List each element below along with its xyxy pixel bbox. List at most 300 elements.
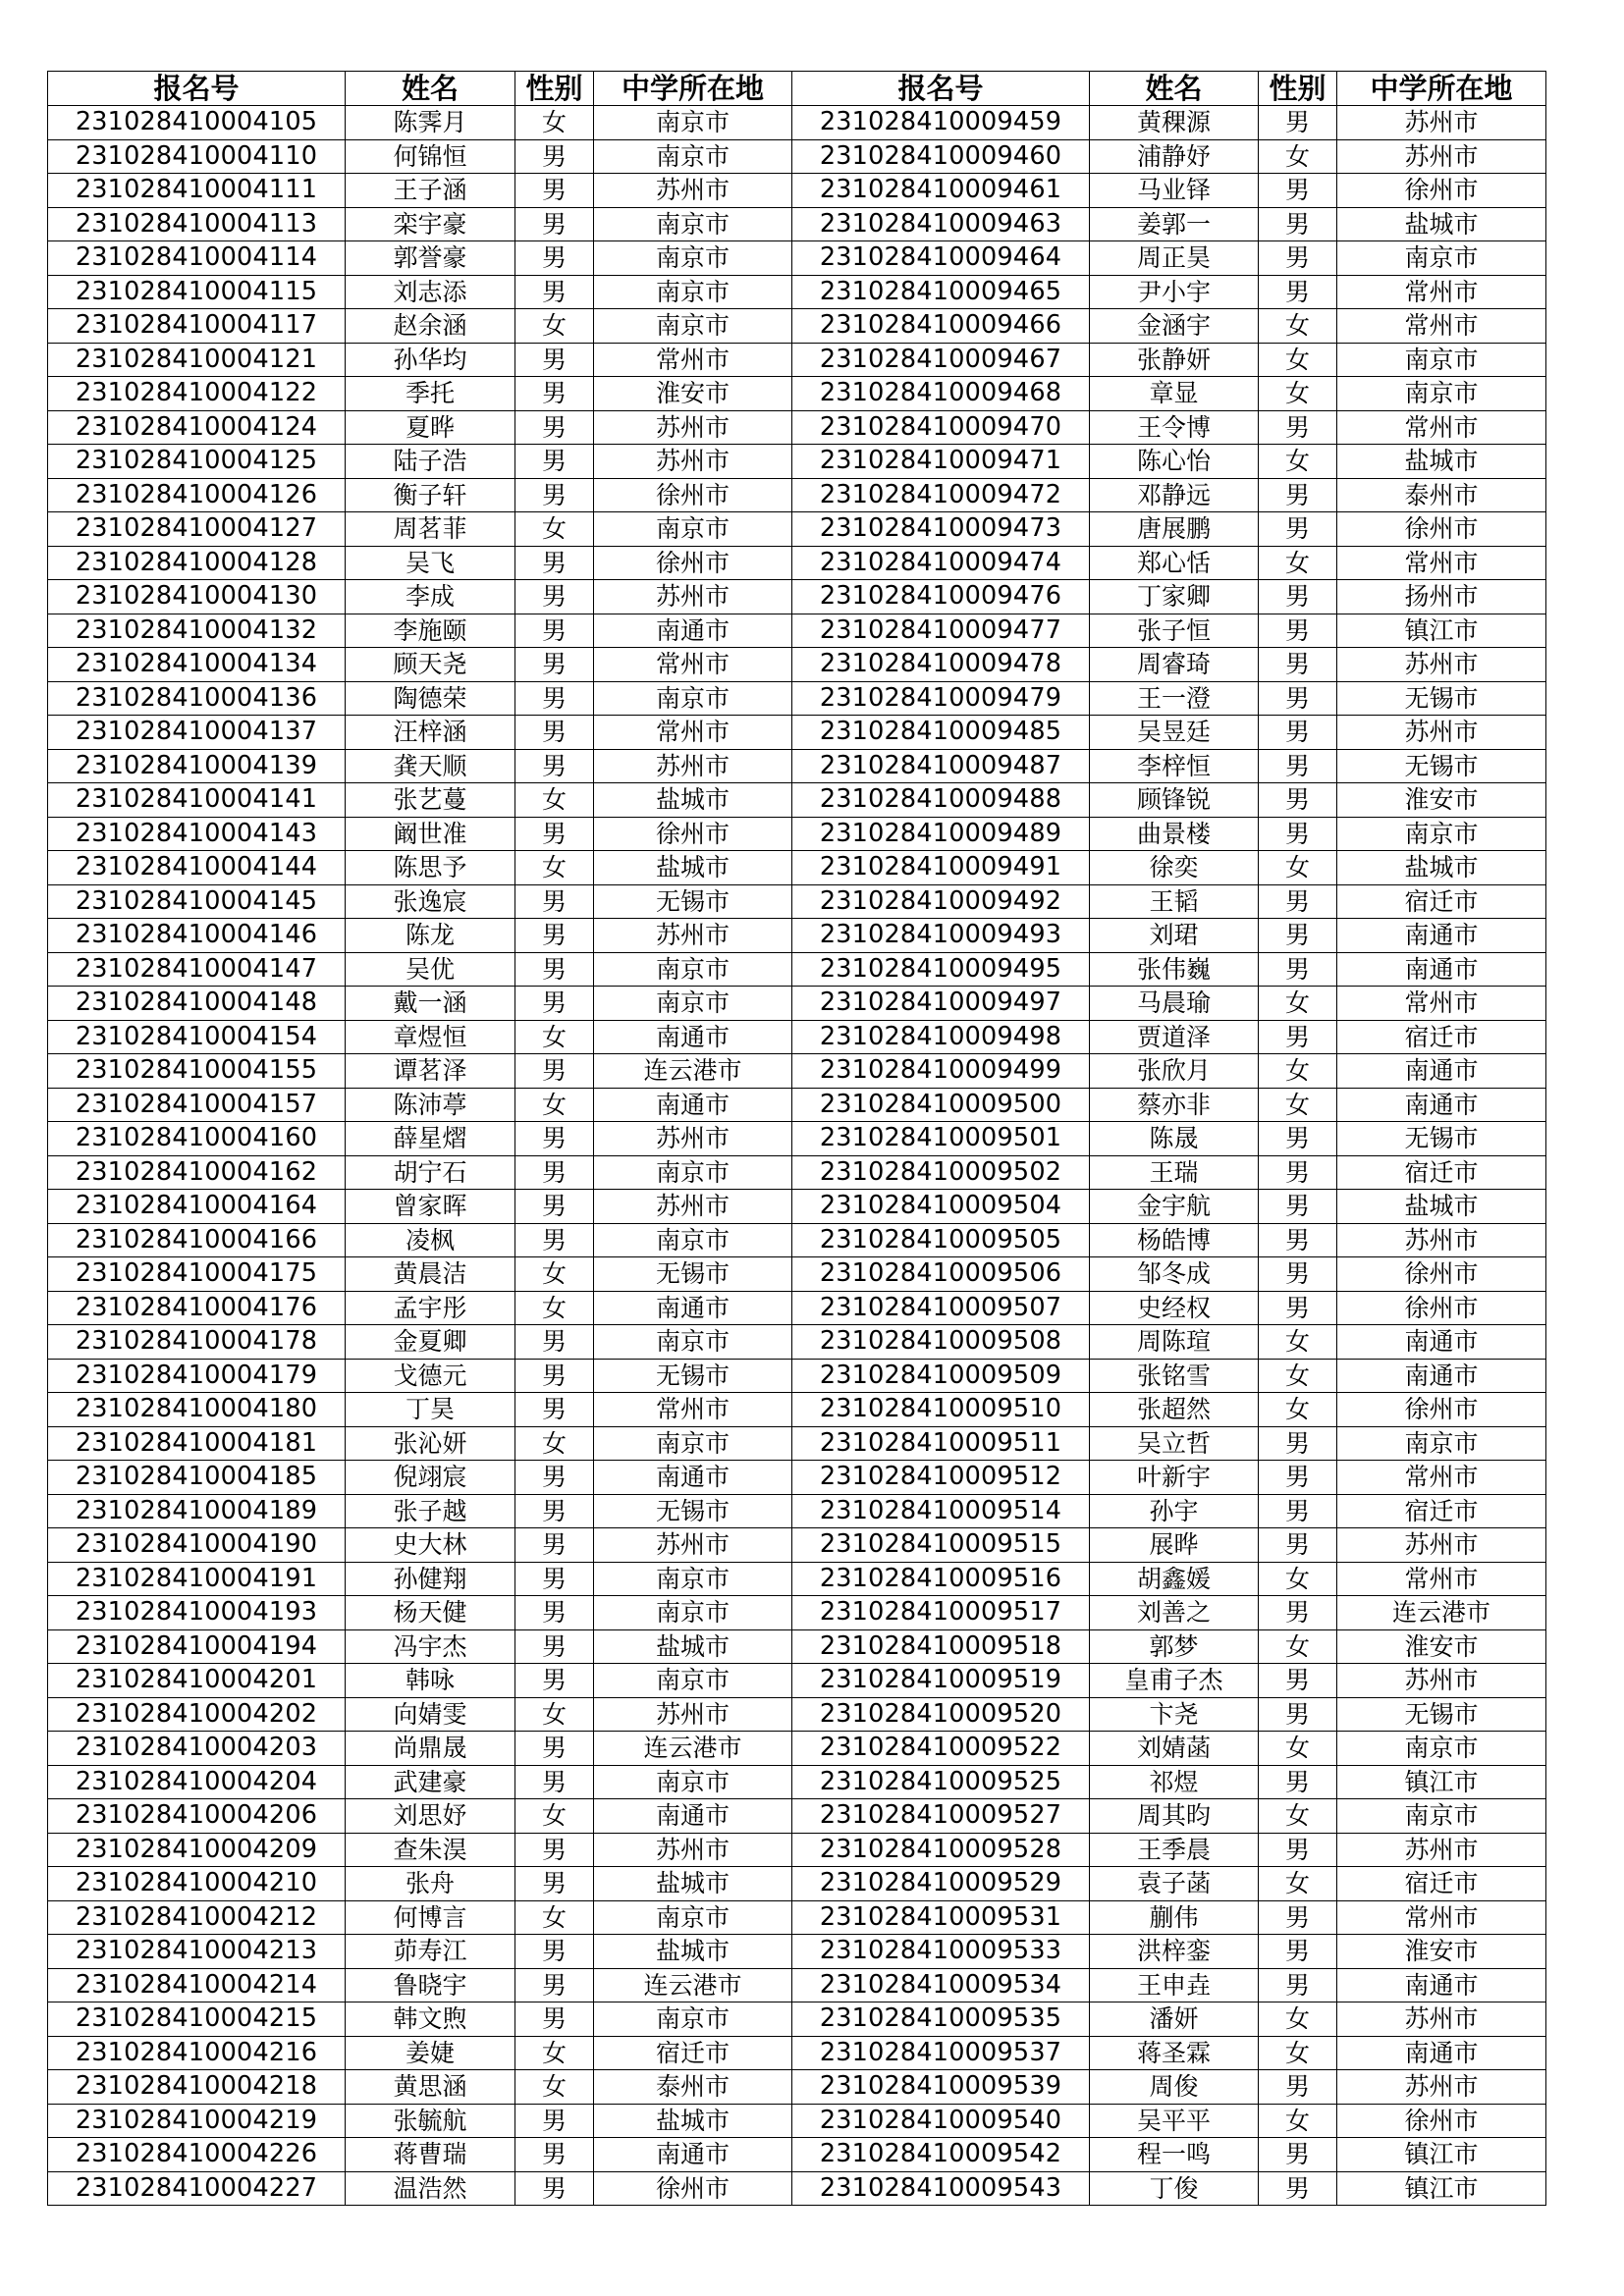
table-row — [48, 648, 1546, 682]
right-gender-cell: 男 — [1259, 2138, 1337, 2172]
right-name-cell: 张铭雪 — [1090, 1359, 1259, 1393]
left-name-cell: 张逸宸 — [346, 884, 515, 919]
left-school-location-cell: 盐城市 — [594, 1629, 792, 1664]
right-name-cell: 洪梓銮 — [1090, 1935, 1259, 1969]
right-gender-cell: 男 — [1259, 512, 1337, 547]
left-name-cell: 丁昊 — [346, 1393, 515, 1427]
right-registration-number-cell: 231028410009493 — [792, 919, 1090, 953]
left-gender-cell: 男 — [515, 1528, 594, 1563]
right-gender-cell: 男 — [1259, 207, 1337, 241]
right-registration-number-cell: 231028410009514 — [792, 1494, 1090, 1528]
left-school-location-cell: 南京市 — [594, 512, 792, 547]
left-registration-number-cell: 231028410004148 — [48, 987, 346, 1021]
left-school-location-cell: 常州市 — [594, 343, 792, 377]
left-gender-cell: 女 — [515, 1291, 594, 1325]
left-registration-number-cell: 231028410004115 — [48, 275, 346, 309]
left-school-location-cell: 盐城市 — [594, 783, 792, 818]
right-registration-number-cell: 231028410009489 — [792, 817, 1090, 851]
left-name-cell: 刘志添 — [346, 275, 515, 309]
left-name-cell: 张沁妍 — [346, 1426, 515, 1461]
left-name-cell: 陆子浩 — [346, 445, 515, 479]
table-row — [48, 783, 1546, 818]
right-name-cell: 蔡亦非 — [1090, 1088, 1259, 1122]
table-row — [48, 309, 1546, 344]
table-row — [48, 1020, 1546, 1054]
table-row — [48, 1291, 1546, 1325]
table-row — [48, 1155, 1546, 1190]
right-registration-number-cell: 231028410009509 — [792, 1359, 1090, 1393]
left-gender-cell: 男 — [515, 1833, 594, 1867]
right-name-cell: 唐展鹏 — [1090, 512, 1259, 547]
right-gender-cell: 女 — [1259, 1393, 1337, 1427]
right-name-cell: 杨皓博 — [1090, 1223, 1259, 1257]
right-school-location-cell: 徐州市 — [1337, 512, 1546, 547]
right-gender-cell: 女 — [1259, 987, 1337, 1021]
right-school-location-cell: 苏州市 — [1337, 716, 1546, 750]
right-gender-cell: 男 — [1259, 1494, 1337, 1528]
left-registration-number-cell: 231028410004113 — [48, 207, 346, 241]
right-name-cell: 曲景楼 — [1090, 817, 1259, 851]
left-name-cell: 李成 — [346, 580, 515, 614]
table-row — [48, 512, 1546, 547]
right-name-cell: 郑心恬 — [1090, 546, 1259, 580]
left-school-location-cell: 南京市 — [594, 139, 792, 174]
left-school-location-cell: 南京市 — [594, 106, 792, 140]
left-school-location-cell: 宿迁市 — [594, 2036, 792, 2070]
table-row — [48, 1528, 1546, 1563]
left-gender-cell: 男 — [515, 343, 594, 377]
left-name-cell: 阚世准 — [346, 817, 515, 851]
left-gender-cell: 男 — [515, 580, 594, 614]
left-registration-number-cell: 231028410004166 — [48, 1223, 346, 1257]
left-name-cell: 吴飞 — [346, 546, 515, 580]
left-name-cell: 曾家晖 — [346, 1190, 515, 1224]
left-gender-cell: 男 — [515, 952, 594, 987]
right-gender-cell: 男 — [1259, 952, 1337, 987]
left-school-location-cell: 南通市 — [594, 614, 792, 648]
right-gender-cell: 男 — [1259, 1900, 1337, 1935]
left-gender-cell: 男 — [515, 1359, 594, 1393]
left-gender-cell: 男 — [515, 478, 594, 512]
right-gender-cell: 女 — [1259, 2036, 1337, 2070]
left-gender-cell: 男 — [515, 1968, 594, 2002]
left-name-cell: 龚天顺 — [346, 749, 515, 783]
right-school-location-cell: 镇江市 — [1337, 2138, 1546, 2172]
table-row — [48, 1325, 1546, 1360]
left-name-cell: 张子越 — [346, 1494, 515, 1528]
left-name-cell: 胡宁石 — [346, 1155, 515, 1190]
right-registration-number-cell: 231028410009476 — [792, 580, 1090, 614]
right-gender-cell: 男 — [1259, 174, 1337, 208]
right-school-location-cell: 徐州市 — [1337, 1257, 1546, 1292]
left-gender-cell: 女 — [515, 1900, 594, 1935]
left-registration-number-cell: 231028410004227 — [48, 2171, 346, 2206]
right-name-cell: 顾锋锐 — [1090, 783, 1259, 818]
right-name-cell: 史经权 — [1090, 1291, 1259, 1325]
table-row — [48, 952, 1546, 987]
right-name-cell: 王季晨 — [1090, 1833, 1259, 1867]
right-name-cell: 姜郭一 — [1090, 207, 1259, 241]
left-gender-cell: 男 — [515, 1596, 594, 1630]
left-gender-cell: 女 — [515, 1088, 594, 1122]
left-school-location-cell: 南通市 — [594, 1088, 792, 1122]
left-name-cell: 戴一涵 — [346, 987, 515, 1021]
left-registration-number-cell: 231028410004179 — [48, 1359, 346, 1393]
right-name-cell: 王一澄 — [1090, 681, 1259, 716]
right-school-location-cell: 常州市 — [1337, 1461, 1546, 1495]
right-name-cell: 刘珺 — [1090, 919, 1259, 953]
right-gender-cell: 男 — [1259, 1461, 1337, 1495]
left-registration-number-cell: 231028410004127 — [48, 512, 346, 547]
left-registration-number-cell: 231028410004164 — [48, 1190, 346, 1224]
left-name-cell: 张舟 — [346, 1867, 515, 1901]
left-registration-number-cell: 231028410004176 — [48, 1291, 346, 1325]
left-gender-cell: 男 — [515, 241, 594, 276]
left-registration-number-cell: 231028410004145 — [48, 884, 346, 919]
left-school-location-cell: 盐城市 — [594, 2104, 792, 2138]
left-registration-number-cell: 231028410004203 — [48, 1732, 346, 1766]
left-registration-number-cell: 231028410004214 — [48, 1968, 346, 2002]
left-name-cell: 何锦恒 — [346, 139, 515, 174]
table-row — [48, 1596, 1546, 1630]
right-registration-number-cell: 231028410009504 — [792, 1190, 1090, 1224]
left-registration-number-cell: 231028410004191 — [48, 1562, 346, 1596]
right-registration-number-cell: 231028410009479 — [792, 681, 1090, 716]
left-registration-number-cell: 231028410004201 — [48, 1664, 346, 1698]
right-registration-number-cell: 231028410009478 — [792, 648, 1090, 682]
right-gender-cell: 男 — [1259, 1833, 1337, 1867]
left-gender-cell: 女 — [515, 851, 594, 885]
left-registration-number-cell: 231028410004181 — [48, 1426, 346, 1461]
left-gender-cell: 男 — [515, 1122, 594, 1156]
left-registration-number-cell: 231028410004189 — [48, 1494, 346, 1528]
left-school-location-cell: 南通市 — [594, 1020, 792, 1054]
right-school-location-cell: 盐城市 — [1337, 1190, 1546, 1224]
left-school-location-cell: 南京市 — [594, 987, 792, 1021]
left-school-location-cell: 南京市 — [594, 241, 792, 276]
left-registration-number-cell: 231028410004193 — [48, 1596, 346, 1630]
right-name-cell: 吴平平 — [1090, 2104, 1259, 2138]
right-registration-number-cell: 231028410009488 — [792, 783, 1090, 818]
left-school-location-cell: 南通市 — [594, 2138, 792, 2172]
right-name-cell: 胡鑫媛 — [1090, 1562, 1259, 1596]
left-school-location-cell: 南京市 — [594, 1900, 792, 1935]
table-row — [48, 2138, 1546, 2172]
right-registration-number-cell: 231028410009505 — [792, 1223, 1090, 1257]
left-registration-number-cell: 231028410004110 — [48, 139, 346, 174]
left-school-location-cell: 苏州市 — [594, 919, 792, 953]
right-registration-number-cell: 231028410009522 — [792, 1732, 1090, 1766]
right-name-cell: 蒯伟 — [1090, 1900, 1259, 1935]
right-school-location-cell: 常州市 — [1337, 546, 1546, 580]
table-row — [48, 1257, 1546, 1292]
right-registration-number-cell: 231028410009519 — [792, 1664, 1090, 1698]
table-row — [48, 2002, 1546, 2037]
right-name-cell: 金涵宇 — [1090, 309, 1259, 344]
table-row — [48, 1359, 1546, 1393]
table-row — [48, 139, 1546, 174]
left-school-location-cell: 苏州市 — [594, 1122, 792, 1156]
table-row — [48, 1088, 1546, 1122]
right-name-cell: 张超然 — [1090, 1393, 1259, 1427]
table-row — [48, 1867, 1546, 1901]
right-name-cell: 周睿琦 — [1090, 648, 1259, 682]
right-name-cell: 贾道泽 — [1090, 1020, 1259, 1054]
right-school-location-cell: 常州市 — [1337, 309, 1546, 344]
right-school-location-cell: 连云港市 — [1337, 1596, 1546, 1630]
left-name-cell: 吴优 — [346, 952, 515, 987]
right-school-location-cell: 南通市 — [1337, 2036, 1546, 2070]
right-gender-cell: 男 — [1259, 241, 1337, 276]
left-registration-number-cell: 231028410004194 — [48, 1629, 346, 1664]
right-school-location-cell: 宿迁市 — [1337, 1494, 1546, 1528]
right-gender-cell: 女 — [1259, 1359, 1337, 1393]
left-school-location-cell: 无锡市 — [594, 884, 792, 919]
right-name-cell: 周俊 — [1090, 2070, 1259, 2105]
right-school-location-cell: 苏州市 — [1337, 648, 1546, 682]
table-row — [48, 2070, 1546, 2105]
left-school-location-cell: 南通市 — [594, 1799, 792, 1834]
table-row — [48, 207, 1546, 241]
left-name-cell: 金夏卿 — [346, 1325, 515, 1360]
left-school-location-cell: 徐州市 — [594, 817, 792, 851]
right-school-location-cell: 镇江市 — [1337, 614, 1546, 648]
left-name-cell: 陈沛葶 — [346, 1088, 515, 1122]
left-registration-number-cell: 231028410004132 — [48, 614, 346, 648]
left-gender-cell: 男 — [515, 139, 594, 174]
right-school-location-cell: 苏州市 — [1337, 1528, 1546, 1563]
left-name-cell: 孙健翔 — [346, 1562, 515, 1596]
right-school-location-cell: 泰州市 — [1337, 478, 1546, 512]
left-gender-cell: 男 — [515, 2002, 594, 2037]
left-name-cell: 张毓航 — [346, 2104, 515, 2138]
left-school-location-cell: 无锡市 — [594, 1257, 792, 1292]
right-name-cell: 吴立哲 — [1090, 1426, 1259, 1461]
right-name-cell: 陈心怡 — [1090, 445, 1259, 479]
right-registration-number-cell: 231028410009542 — [792, 2138, 1090, 2172]
right-registration-number-cell: 231028410009461 — [792, 174, 1090, 208]
right-school-location-cell: 南京市 — [1337, 1799, 1546, 1834]
right-gender-cell: 女 — [1259, 1562, 1337, 1596]
left-school-location-cell: 南通市 — [594, 1291, 792, 1325]
table-row — [48, 1629, 1546, 1664]
right-school-location-cell: 常州市 — [1337, 1562, 1546, 1596]
right-name-cell: 周其昀 — [1090, 1799, 1259, 1834]
table-row — [48, 1562, 1546, 1596]
left-school-location-cell: 南京市 — [594, 1426, 792, 1461]
left-school-location-cell: 南京市 — [594, 952, 792, 987]
right-registration-number-cell: 231028410009520 — [792, 1697, 1090, 1732]
table-row — [48, 377, 1546, 411]
right-registration-number-cell: 231028410009528 — [792, 1833, 1090, 1867]
left-school-location-cell: 苏州市 — [594, 1833, 792, 1867]
left-school-location-cell: 南京市 — [594, 207, 792, 241]
table-row — [48, 580, 1546, 614]
right-registration-number-cell: 231028410009499 — [792, 1054, 1090, 1089]
table-row — [48, 241, 1546, 276]
right-registration-number-cell: 231028410009477 — [792, 614, 1090, 648]
left-school-location-cell: 南京市 — [594, 1325, 792, 1360]
right-gender-cell: 女 — [1259, 2002, 1337, 2037]
left-registration-number-cell: 231028410004180 — [48, 1393, 346, 1427]
left-name-cell: 衡子轩 — [346, 478, 515, 512]
left-gender-cell: 男 — [515, 2104, 594, 2138]
left-gender-cell: 男 — [515, 614, 594, 648]
right-name-cell: 展晔 — [1090, 1528, 1259, 1563]
left-registration-number-cell: 231028410004202 — [48, 1697, 346, 1732]
left-school-location-cell: 泰州市 — [594, 2070, 792, 2105]
left-gender-cell: 男 — [515, 1155, 594, 1190]
left-gender-cell: 男 — [515, 275, 594, 309]
right-gender-cell: 男 — [1259, 1426, 1337, 1461]
table-row — [48, 749, 1546, 783]
right-school-location-cell: 苏州市 — [1337, 2002, 1546, 2037]
right-registration-number-cell: 231028410009517 — [792, 1596, 1090, 1630]
right-gender-cell: 男 — [1259, 1257, 1337, 1292]
left-school-location-cell: 苏州市 — [594, 1697, 792, 1732]
table-row — [48, 1664, 1546, 1698]
right-gender-cell: 男 — [1259, 1664, 1337, 1698]
right-name-cell: 章显 — [1090, 377, 1259, 411]
table-row — [48, 106, 1546, 140]
left-school-location-cell: 南京市 — [594, 1155, 792, 1190]
left-registration-number-cell: 231028410004212 — [48, 1900, 346, 1935]
left-gender-cell: 女 — [515, 2070, 594, 2105]
left-gender-cell: 男 — [515, 987, 594, 1021]
table-row — [48, 1054, 1546, 1089]
left-name-cell: 戈德元 — [346, 1359, 515, 1393]
left-school-location-cell: 苏州市 — [594, 410, 792, 445]
right-name-cell: 皇甫子杰 — [1090, 1664, 1259, 1698]
left-name-cell: 郭誉豪 — [346, 241, 515, 276]
header-registration-number-left: 报名号 — [48, 72, 346, 106]
table-row — [48, 275, 1546, 309]
right-name-cell: 程一鸣 — [1090, 2138, 1259, 2172]
header-gender-right: 性别 — [1259, 72, 1337, 106]
left-gender-cell: 男 — [515, 1664, 594, 1698]
right-gender-cell: 男 — [1259, 1697, 1337, 1732]
right-school-location-cell: 镇江市 — [1337, 1765, 1546, 1799]
left-gender-cell: 女 — [515, 1426, 594, 1461]
right-registration-number-cell: 231028410009506 — [792, 1257, 1090, 1292]
left-registration-number-cell: 231028410004218 — [48, 2070, 346, 2105]
left-registration-number-cell: 231028410004155 — [48, 1054, 346, 1089]
header-name-left: 姓名 — [346, 72, 515, 106]
right-school-location-cell: 苏州市 — [1337, 106, 1546, 140]
left-gender-cell: 男 — [515, 1867, 594, 1901]
left-school-location-cell: 无锡市 — [594, 1359, 792, 1393]
table-row — [48, 2104, 1546, 2138]
right-name-cell: 刘善之 — [1090, 1596, 1259, 1630]
left-registration-number-cell: 231028410004226 — [48, 2138, 346, 2172]
right-gender-cell: 男 — [1259, 817, 1337, 851]
left-gender-cell: 男 — [515, 207, 594, 241]
right-gender-cell: 男 — [1259, 1020, 1337, 1054]
right-school-location-cell: 苏州市 — [1337, 1223, 1546, 1257]
right-gender-cell: 男 — [1259, 614, 1337, 648]
left-name-cell: 查朱淏 — [346, 1833, 515, 1867]
left-gender-cell: 男 — [515, 1325, 594, 1360]
right-registration-number-cell: 231028410009535 — [792, 2002, 1090, 2037]
left-school-location-cell: 苏州市 — [594, 1190, 792, 1224]
table-row — [48, 1935, 1546, 1969]
left-name-cell: 顾天尧 — [346, 648, 515, 682]
table-row — [48, 478, 1546, 512]
left-registration-number-cell: 231028410004160 — [48, 1122, 346, 1156]
right-school-location-cell: 盐城市 — [1337, 445, 1546, 479]
right-gender-cell: 男 — [1259, 580, 1337, 614]
table-row — [48, 343, 1546, 377]
left-gender-cell: 男 — [515, 1190, 594, 1224]
left-registration-number-cell: 231028410004126 — [48, 478, 346, 512]
left-name-cell: 赵余涵 — [346, 309, 515, 344]
right-name-cell: 丁家卿 — [1090, 580, 1259, 614]
right-school-location-cell: 常州市 — [1337, 987, 1546, 1021]
right-gender-cell: 男 — [1259, 1935, 1337, 1969]
left-name-cell: 何博言 — [346, 1900, 515, 1935]
right-school-location-cell: 南京市 — [1337, 1732, 1546, 1766]
left-name-cell: 凌枫 — [346, 1223, 515, 1257]
left-school-location-cell: 南京市 — [594, 1562, 792, 1596]
right-school-location-cell: 南通市 — [1337, 1325, 1546, 1360]
left-name-cell: 韩文煦 — [346, 2002, 515, 2037]
left-name-cell: 汪梓涵 — [346, 716, 515, 750]
left-school-location-cell: 无锡市 — [594, 1494, 792, 1528]
right-registration-number-cell: 231028410009467 — [792, 343, 1090, 377]
left-school-location-cell: 南京市 — [594, 275, 792, 309]
table-row — [48, 2036, 1546, 2070]
left-gender-cell: 男 — [515, 1935, 594, 1969]
left-gender-cell: 男 — [515, 681, 594, 716]
right-school-location-cell: 苏州市 — [1337, 2070, 1546, 2105]
right-school-location-cell: 徐州市 — [1337, 2104, 1546, 2138]
table-row — [48, 546, 1546, 580]
left-registration-number-cell: 231028410004162 — [48, 1155, 346, 1190]
left-school-location-cell: 南京市 — [594, 1664, 792, 1698]
right-registration-number-cell: 231028410009468 — [792, 377, 1090, 411]
right-gender-cell: 男 — [1259, 919, 1337, 953]
left-gender-cell: 男 — [515, 648, 594, 682]
header-row — [48, 72, 1546, 106]
right-school-location-cell: 宿迁市 — [1337, 1155, 1546, 1190]
right-school-location-cell: 无锡市 — [1337, 749, 1546, 783]
right-name-cell: 丁俊 — [1090, 2171, 1259, 2206]
right-school-location-cell: 南通市 — [1337, 1359, 1546, 1393]
left-gender-cell: 女 — [515, 1697, 594, 1732]
left-gender-cell: 男 — [515, 919, 594, 953]
right-gender-cell: 女 — [1259, 1732, 1337, 1766]
right-name-cell: 邹冬成 — [1090, 1257, 1259, 1292]
left-gender-cell: 男 — [515, 1629, 594, 1664]
table-row — [48, 614, 1546, 648]
left-school-location-cell: 徐州市 — [594, 546, 792, 580]
left-gender-cell: 男 — [515, 817, 594, 851]
left-gender-cell: 男 — [515, 1494, 594, 1528]
left-registration-number-cell: 231028410004185 — [48, 1461, 346, 1495]
left-registration-number-cell: 231028410004124 — [48, 410, 346, 445]
right-school-location-cell: 苏州市 — [1337, 139, 1546, 174]
right-school-location-cell: 徐州市 — [1337, 1291, 1546, 1325]
left-name-cell: 茆寿江 — [346, 1935, 515, 1969]
left-registration-number-cell: 231028410004178 — [48, 1325, 346, 1360]
table-row — [48, 681, 1546, 716]
right-registration-number-cell: 231028410009537 — [792, 2036, 1090, 2070]
right-name-cell: 张静妍 — [1090, 343, 1259, 377]
admission-list-table — [47, 71, 1546, 2206]
left-name-cell: 黄晨洁 — [346, 1257, 515, 1292]
table-row — [48, 1799, 1546, 1834]
left-registration-number-cell: 231028410004175 — [48, 1257, 346, 1292]
